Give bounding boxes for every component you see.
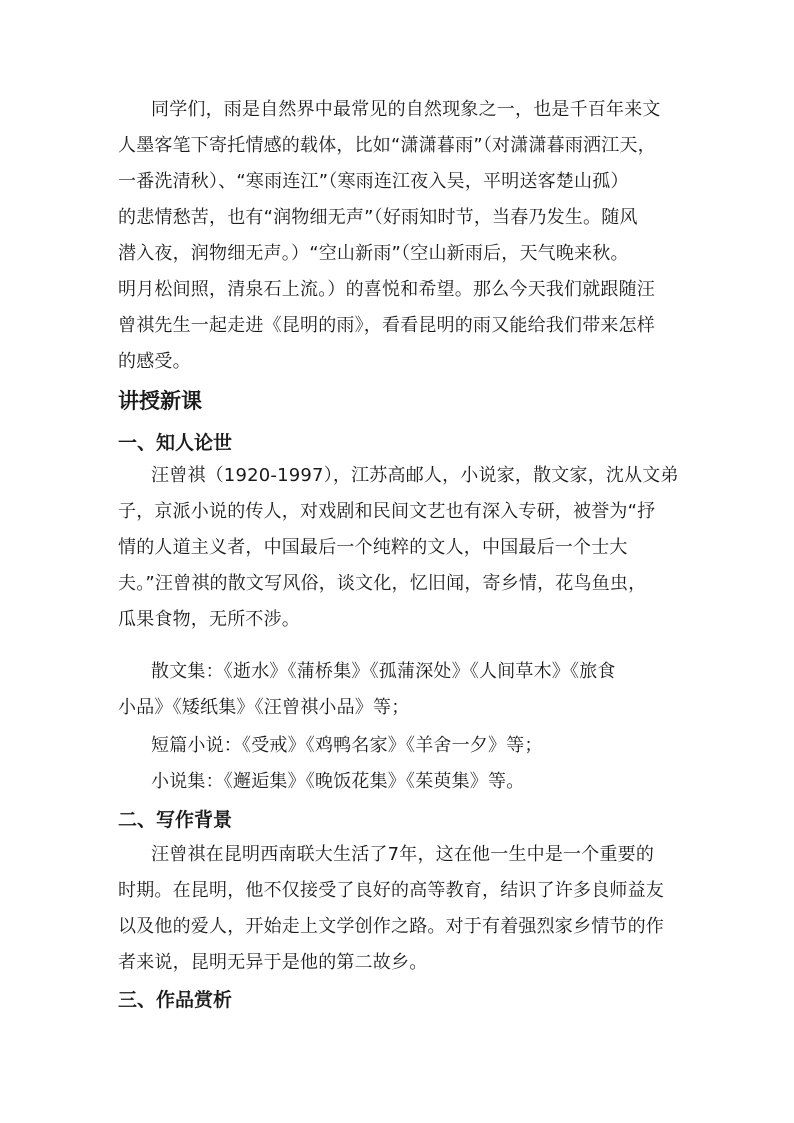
intro-line: 的感受。 [118,351,191,372]
section1-title: 一、知人论世 [118,432,233,454]
intro-line: 一番洗清秋）、“寒雨连江”（寒雨连江夜入吴，平明送客楚山孤） [118,171,629,192]
intro-line: 的悲情愁苦，也有“润物细无声”（好雨知时节，当春乃发生。随风 [118,207,638,228]
works-line: 小品》《矮纸集》《汪曾祺小品》等； [118,697,410,718]
background-line: 时期。在昆明，他不仅接受了良好的高等教育，结识了许多良师益友 [118,880,664,901]
intro-line: 潜入夜，润物细无声。）“空山新雨”（空山新雨后，天气晚来秋。 [118,243,629,264]
background-line: 以及他的爱人，开始走上文学创作之路。对于有着强烈家乡情节的作 [118,916,664,937]
section3-title: 三、作品赏析 [118,989,233,1011]
works-line: 散文集：《逝水》《蒲桥集》《孤蒲深处》《人间草木》《旅食 [151,661,616,682]
works-line: 小说集：《邂逅集》《晚饭花集》《茱萸集》等。 [151,771,525,792]
background-line: 者来说，昆明无异于是他的第二故乡。 [118,952,428,973]
main-section-title: 讲授新课 [118,389,202,413]
intro-line: 人墨客笔下寄托情感的载体，比如“潇潇暮雨”（对潇潇暮雨洒江天， [118,135,656,156]
background-line: 汪曾祺在昆明西南联大生活了7年，这在他一生中是一个重要的 [151,844,655,865]
works-line: 短篇小说：《受戒》《鸡鸭名家》《羊舍一夕》等； [151,735,543,756]
intro-line: 同学们，雨是自然界中最常见的自然现象之一，也是千百年来文 [151,99,661,120]
bio-line: 瓜果食物，无所不涉。 [118,609,300,630]
intro-line: 明月松间照，清泉石上流。）的喜悦和希望。那么今天我们就跟随汪 [118,279,655,300]
bio-line: 子，京派小说的传人，对戏剧和民间文艺也有深入专研，被誉为“抒 [118,501,656,522]
section2-title: 二、写作背景 [118,809,233,831]
bio-line: 夫。”汪曾祺的散文写风俗，谈文化，忆旧闻，寄乡情，花鸟鱼虫， [118,573,647,594]
intro-line: 曾祺先生一起走进《昆明的雨》，看看昆明的雨又能给我们带来怎样 [118,315,655,336]
bio-line: 汪曾祺（1920-1997），江苏高邮人，小说家，散文家，沈从文弟 [151,465,679,486]
bio-line: 情的人道主义者，中国最后一个纯粹的文人，中国最后一个士大 [118,537,628,558]
